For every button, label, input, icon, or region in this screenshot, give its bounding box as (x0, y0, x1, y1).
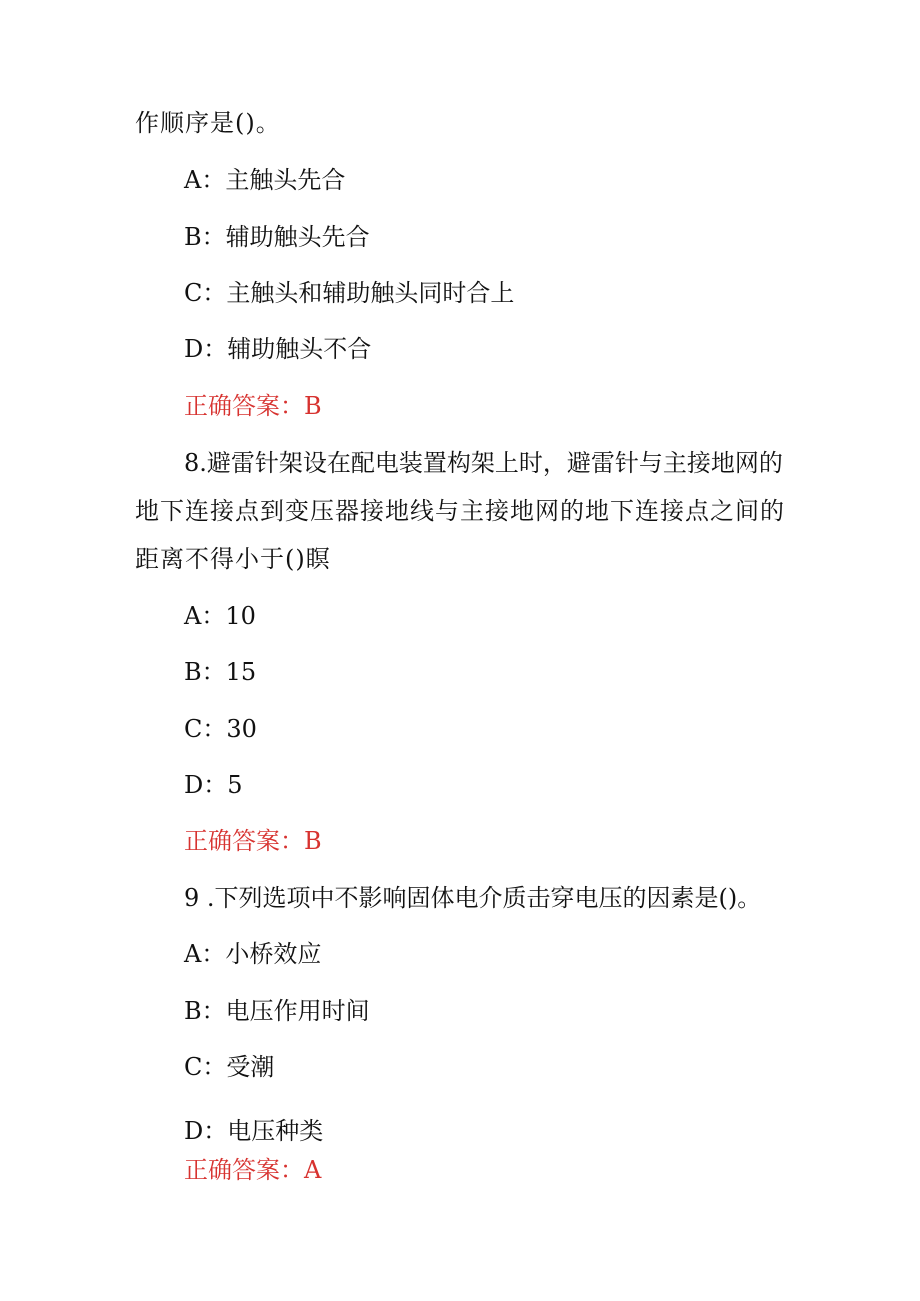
q9-option-d: D：电压种类 (184, 1117, 324, 1145)
q9-stem: 9 .下列选项中不影响固体电介质击穿电压的因素是()。 (184, 884, 762, 912)
q9-option-b: B：电压作用时间 (184, 997, 370, 1025)
q7-option-c: C：主触头和辅助触头同时合上 (184, 279, 515, 307)
q7-stem-tail: 作顺序是()。 (135, 109, 281, 137)
q7-option-d: D：辅助触头不合 (184, 335, 372, 363)
q8-option-a: A：10 (184, 602, 256, 630)
q9-option-c: C：受潮 (184, 1053, 275, 1081)
q8-stem-line-1: 8.避雷针架设在配电装置构架上时，避雷针与主接地网的 (184, 449, 783, 477)
q8-option-c: C：30 (184, 715, 257, 743)
q9-answer: 正确答案：A (184, 1156, 322, 1184)
q7-option-b: B：辅助触头先合 (184, 223, 370, 251)
q7-answer: 正确答案：B (184, 392, 322, 420)
q8-answer: 正确答案：B (184, 827, 322, 855)
q8-option-b: B：15 (184, 658, 257, 686)
q8-option-d: D：5 (184, 771, 243, 799)
q8-stem-line-2: 地下连接点到变压器接地线与主接地网的地下连接点之间的 (135, 497, 785, 525)
q9-option-a: A：小桥效应 (184, 940, 322, 968)
q7-option-a: A：主触头先合 (184, 166, 346, 194)
q8-stem-line-3: 距离不得小于()瞑 (135, 545, 331, 573)
